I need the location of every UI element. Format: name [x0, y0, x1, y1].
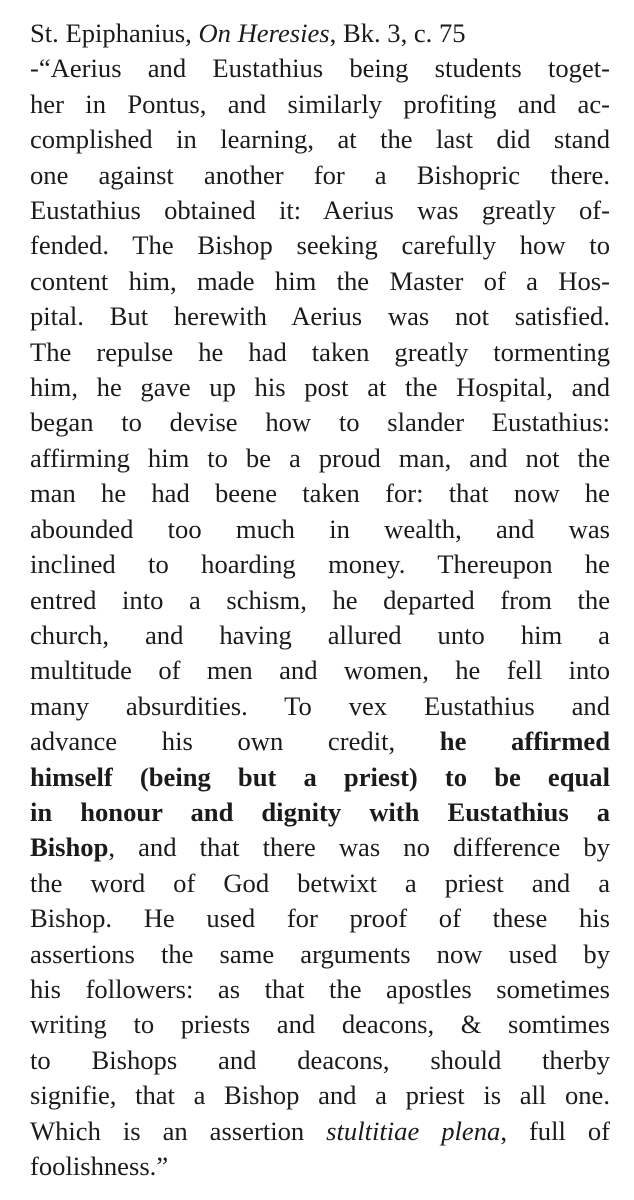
text-line-11: began to devise how to slander Eustathius:	[30, 407, 610, 438]
text-line-7: content him, made him the Master of a Hos-	[30, 265, 610, 296]
text-line-14: abounded too much in wealth, and was	[30, 513, 610, 544]
citation-location: , Bk. 3, c. 75	[329, 18, 466, 48]
text-line-1: -“Aerius and Eustathius being students toget-	[30, 53, 610, 84]
text-line-15: inclined to hoarding money. Thereupon he	[30, 549, 610, 580]
text-line-23	[30, 830, 610, 865]
text-line-32: foolishness.”	[30, 1151, 169, 1181]
text-line-19: many absurdities. To vex Eustathius and	[30, 690, 610, 721]
text-line-21-bold: himself (being but a priest) to be equal	[30, 761, 610, 792]
bold-emphasis-end: Bishop	[30, 832, 109, 863]
text-line-24: the word of God betwixt a priest and a	[30, 867, 610, 898]
text-line-29: to Bishops and deacons, should therby	[30, 1044, 610, 1075]
text-line-30: signifie, that a Bishop and a priest is all one.	[30, 1080, 610, 1111]
text-line-4: one against another for a Bishopric there.	[30, 159, 610, 190]
text-line-31	[30, 1114, 610, 1149]
text-line-20-plain: advance his own credit,	[30, 726, 440, 757]
text-line-17: church, and having allured unto him a	[30, 619, 610, 650]
text-line-9: The repulse he had taken greatly tormenting	[30, 336, 610, 367]
text-line-25: Bishop. He used for proof of these his	[30, 903, 610, 934]
text-line-2: her in Pontus, and similarly profiting and ac-	[30, 88, 610, 119]
text-line-31-tail: , full of	[500, 1115, 610, 1146]
text-line-28: writing to priests and deacons, & somtimes	[30, 1009, 610, 1040]
text-line-13: man he had beene taken for: that now he	[30, 478, 610, 509]
citation-line	[30, 16, 610, 51]
text-line-27: his followers: as that the apostles sometimes	[30, 973, 610, 1004]
text-line-5: Eustathius obtained it: Aerius was greatly of-	[30, 195, 610, 226]
text-line-3: complished in learning, at the last did stand	[30, 124, 610, 155]
text-line-20	[30, 724, 610, 759]
text-line-10: him, he gave up his post at the Hospital, and	[30, 372, 610, 403]
citation-work-title: On Heresies	[198, 18, 330, 48]
bold-emphasis-start: he affirmed	[439, 726, 610, 757]
text-line-31-plain: Which is an assertion	[30, 1115, 327, 1146]
text-line-12: affirming him to be a proud man, and not the	[30, 442, 610, 473]
text-line-22-bold: in honour and dignity with Eustathius a	[30, 796, 610, 827]
text-line-18: multitude of men and women, he fell into	[30, 655, 610, 686]
text-line-26: assertions the same arguments now used by	[30, 938, 610, 969]
text-line-23-plain: , and that there was no difference by	[108, 832, 610, 863]
text-line-8: pital. But herewith Aerius was not satisfied.	[30, 301, 610, 332]
text-line-6: fended. The Bishop seeking carefully how to	[30, 230, 610, 261]
latin-phrase: stultitiae plena	[326, 1115, 501, 1146]
citation-author: St. Epiphanius,	[30, 18, 199, 48]
text-line-16: entred into a schism, he departed from the	[30, 584, 610, 615]
